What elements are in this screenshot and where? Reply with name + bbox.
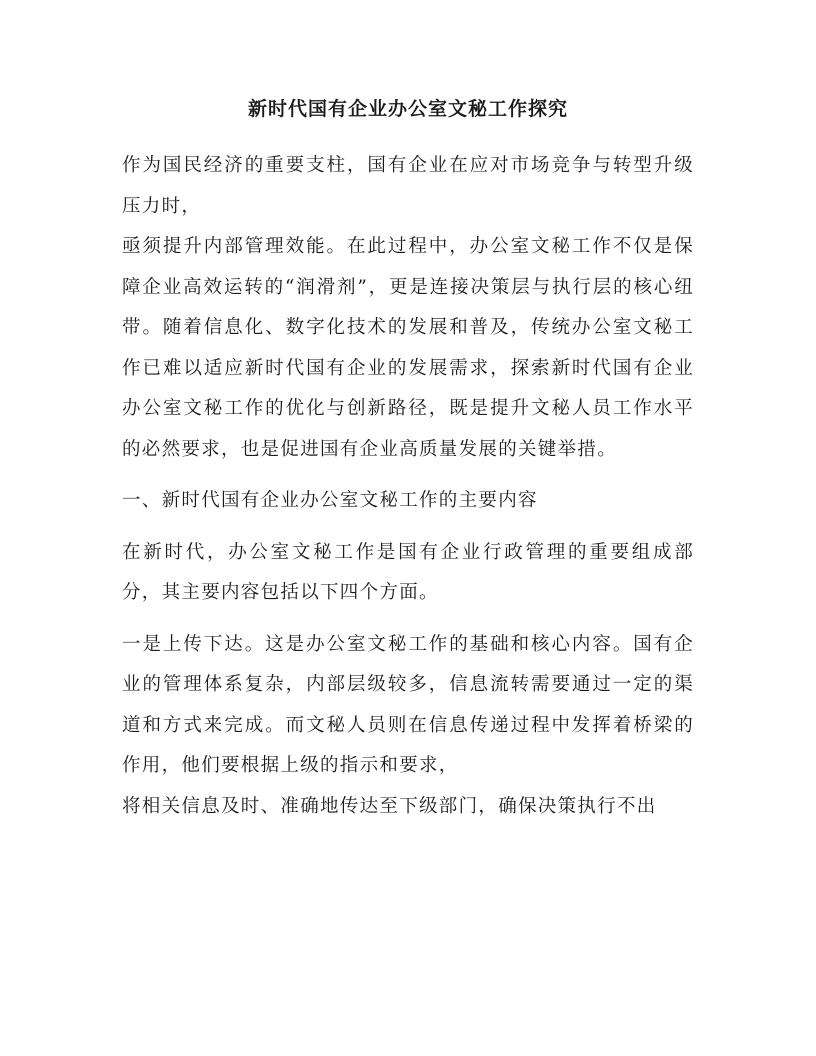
- intro-paragraph-part2: 亟须提升内部管理效能。在此过程中，办公室文秘工作不仅是保障企业高效运转的“润滑剂”，更是连接决策层与执行层的核心纽带。随着信息化、数字化技术的发展和普及，传统办公室文秘工作已难以适应新时代国有企业的发展需求，探索新时代国有企业办公室文秘工作的优化与创新路径，既是提升文秘人员工作水平的必然要求，也是促进国有企业高质量发展的关键举措。: [122, 236, 694, 460]
- document-page: [122, 94, 694, 827]
- point1-paragraph-part2: 将相关信息及时、准确地传达至下级部门，确保决策执行不出: [122, 795, 657, 817]
- section-heading-1: 一、新时代国有企业办公室文秘工作的主要内容: [122, 490, 538, 511]
- intro-paragraph-part1: 作为国民经济的重要支柱，国有企业在应对市场竞争与转型升级压力时，: [122, 155, 694, 217]
- point1-paragraph-part1: 一是上传下达。这是办公室文秘工作的基础和核心内容。国有企业的管理体系复杂，内部层级较多，信息流转需要通过一定的渠道和方式来完成。而文秘人员则在信息传递过程中发挥着桥梁的作用，他们要根据上级的指示和要求，: [122, 633, 694, 776]
- document-title: 新时代国有企业办公室文秘工作探究: [247, 98, 568, 120]
- section1-paragraph: 在新时代，办公室文秘工作是国有企业行政管理的重要组成部分，其主要内容包括以下四个方面。: [122, 541, 694, 603]
